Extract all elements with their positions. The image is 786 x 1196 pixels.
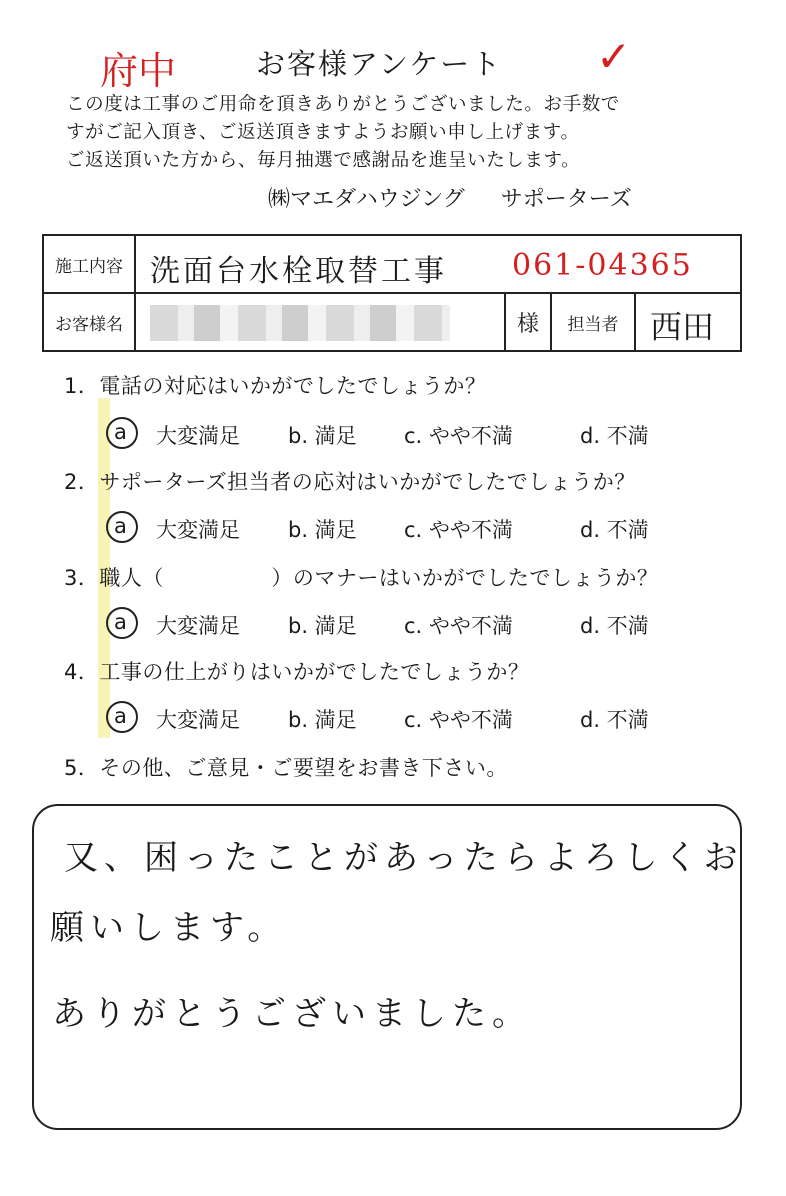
option-b: b. 満足 <box>288 424 357 448</box>
option-b: b. 満足 <box>288 614 357 638</box>
work-label: 施工内容 <box>43 235 135 293</box>
work-content-cell <box>135 235 741 293</box>
intro-line-1: この度は工事のご用命を頂きありがとうございました。お手数で <box>66 94 620 115</box>
option-b: b. 満足 <box>288 518 357 542</box>
comment-line-2: 願いします。 <box>50 908 288 948</box>
option-d: d. 不満 <box>580 424 649 448</box>
comment-box <box>32 804 742 1130</box>
option-d: d. 不満 <box>580 614 649 638</box>
option-a: a <box>114 514 127 538</box>
work-content-value: 洗面台水栓取替工事 <box>150 254 447 289</box>
company-name <box>268 182 632 213</box>
question-2: 2．サポーターズ担当者の応対はいかがでしたでしょうか？ <box>64 470 636 494</box>
question-3: 3．職人（ ）のマナーはいかがでしたでしょうか？ <box>64 566 659 590</box>
customer-label: お客様名 <box>43 293 135 351</box>
survey-title: お客様アンケート <box>256 47 503 81</box>
question-5: 5．その他、ご意見・ご要望をお書き下さい。 <box>64 756 508 780</box>
option-c: c. やや不満 <box>404 424 513 448</box>
staff-value: 西田 <box>650 308 715 346</box>
staff-label: 担当者 <box>551 293 635 351</box>
handwritten-check-mark: ✓ <box>596 32 632 81</box>
comment-line-3: ありがとうございました。 <box>52 994 532 1034</box>
options-row-4 <box>0 704 786 734</box>
info-table <box>42 234 742 352</box>
options-row-1 <box>0 420 786 450</box>
options-row-2 <box>0 514 786 544</box>
staff-cell <box>635 293 741 351</box>
option-a-label: 大変満足 <box>156 518 240 542</box>
options-row-3 <box>0 610 786 640</box>
customer-name-cell <box>135 293 505 351</box>
option-a: a <box>114 420 127 444</box>
company-name-suffix: サポーターズ <box>500 187 632 212</box>
company-name-main: ㈱マエダハウジング <box>268 187 465 212</box>
option-d: d. 不満 <box>580 708 649 732</box>
comment-line-1: 又、困ったことがあったらよろしくお <box>64 838 744 878</box>
intro-line-3: ご返送頂いた方から、毎月抽選で感謝品を進呈いたします。 <box>66 150 581 171</box>
redacted-customer-name <box>150 305 450 341</box>
option-c: c. やや不満 <box>404 708 513 732</box>
question-4: 4．工事の仕上がりはいかがでしたでしょうか？ <box>64 660 530 684</box>
option-a-label: 大変満足 <box>156 614 240 638</box>
handwritten-location: 府中 <box>100 49 177 93</box>
work-number: 061-04365 <box>512 248 693 283</box>
sama-label: 様 <box>505 293 551 351</box>
option-a-label: 大変満足 <box>156 708 240 732</box>
option-d: d. 不満 <box>580 518 649 542</box>
option-a: a <box>114 704 127 728</box>
option-a-label: 大変満足 <box>156 424 240 448</box>
option-c: c. やや不満 <box>404 614 513 638</box>
question-1: 1．電話の対応はいかがでしたでしょうか？ <box>64 374 487 398</box>
option-c: c. やや不満 <box>404 518 513 542</box>
option-a: a <box>114 610 127 634</box>
option-b: b. 満足 <box>288 708 357 732</box>
intro-line-2: すがご記入頂き、ご返送頂きますようお願い申し上げます。 <box>66 122 580 143</box>
